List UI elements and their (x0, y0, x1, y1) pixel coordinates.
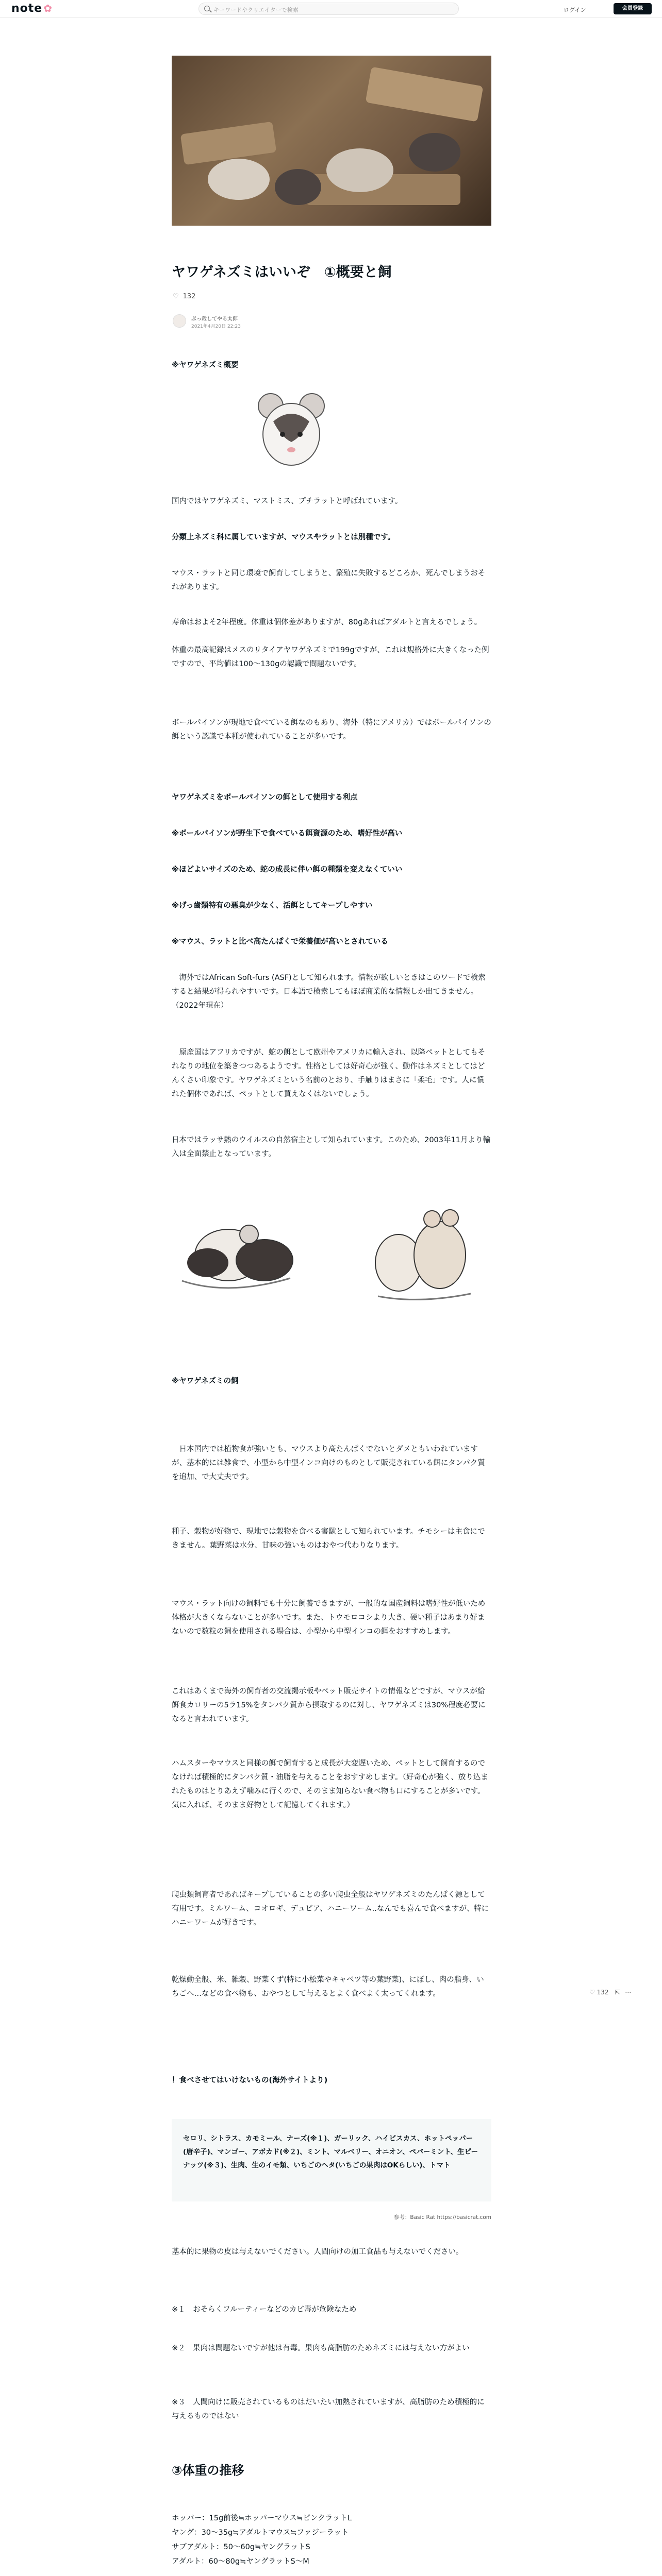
weight-line: アダルト：60〜80g≒ヤングラットS〜M (172, 2557, 309, 2566)
section-heading: ※ヤワゲネズミの飼 (172, 1377, 239, 1385)
paragraph: 分類上ネズミ科に属していますが、マウスやラットとは別種です。 (172, 533, 395, 541)
search-icon (204, 6, 210, 11)
paragraph: これはあくまで海外の飼育者の交流掲示板やペット販売サイトの情報などですが、マウスが給餌食カロリーの5ラ15%をタンパク質から摂取するのに対し、ヤワゲネズミは30%程度必要になると言われています。 (172, 1687, 486, 1723)
weight-line: サブアダルト：50〜60g≒ヤングラットS (172, 2543, 310, 2551)
site-header (0, 0, 662, 18)
paragraph: ※ほどよいサイズのため、蛇の成長に伴い餌の種類を変えなくていい (172, 866, 403, 874)
paragraph: 基本的に果物の皮は与えないでください。人間向けの加工食品も与えないでください。 (172, 2248, 464, 2256)
avatar[interactable] (173, 314, 186, 328)
quote-source[interactable]: 参考：Basic Rat https://basicrat.com (393, 2214, 491, 2221)
like-count[interactable]: ♡ 132 (173, 293, 196, 300)
paragraph: ※マウス、ラットと比べ高たんぱくで栄養価が高いとされている (172, 938, 388, 946)
paragraph: ヤワゲネズミをボールパイソンの餌として使用する利点 (172, 793, 358, 802)
paragraph: 日本国内では植物食が強いとも、マウスより高たんぱくでないとダメともいわれていますが、基本的には雑食で、小型から中型インコ向けのものとして販売されている餌にタンパク質を追加、で大丈夫です。 (172, 1445, 485, 1481)
section-heading: ③体重の推移 (172, 2463, 244, 2478)
paragraph: 原産国はアフリカですが、蛇の餌として欧州やアメリカに輸入され、以降ペットとしてもそれなりの地位を築きつつあるようです。性格としては好奇心が強く、動作はネズミとしてはどんくさい印象です。ヤワゲネズミという名前のとおり、手触りはまさに「柔毛」です。人に慣れた個体であれば、ペットとして買えなくはないでしょう。 (172, 1048, 486, 1098)
author-name[interactable]: ぷっ殺してやる太郎 (191, 316, 238, 322)
heart-icon[interactable]: ♡ (173, 293, 179, 300)
paragraph: ※１ おそらくフルーティーなどのカビ毒が危険なため (172, 2306, 357, 2314)
share-icon[interactable]: ⇱ (615, 1989, 620, 1996)
paragraph: マウス・ラットと同じ環境で飼育してしまうと、繁殖に失敗するどころか、死んでしまうおそれがあります。 (172, 569, 486, 591)
note-logo[interactable]: note ✿ (11, 2, 53, 15)
paragraph: マウス・ラット向けの飼料でも十分に飼養できますが、一般的な国産飼料は嗜好性が低いため体格が大きくならないことが多いです。また、トウモロコシより大き、硬い種子はあまり好まないので数粒の飼を使用される場合は、小型から中型インコの餌をおすすめします。 (172, 1600, 486, 1636)
paragraph: ※ボールパイソンが野生下で食べている餌資源のため、嗜好性が高い (172, 829, 403, 838)
flower-icon: ✿ (43, 2, 53, 14)
blockquote: セロリ、シトラス、カモミール、ナーズ(※１)、ガーリック、ハイビスカス、ホットペッパー(唐辛子)、マンゴー、アボカド(※２)、ミント、マルベリー、オニオン、ペパーミント、生ピーナッツ(※３)、生肉、生のイモ類、いちごのヘタ(いちごの果肉はOKらしい)、トマト (172, 2119, 491, 2201)
paragraph: 海外ではAfrican Soft-furs (ASF)として知られます。情報が欲しいときはこのワードで検索すると結果が得られやすいです。日本語で検索してもほぼ商業的な情報しか出てきません。（2022年現在） (172, 974, 486, 1010)
article-title: ヤワゲネズミはいいぞ ①概要と飼 (172, 264, 392, 280)
paragraph: ハムスターやマウスと同様の餌で飼育すると成長が大変遅いため、ペットとして飼育するのでなければ積極的にタンパク質・油脂を与えることをおすすめします。（好奇心が強く、放り込まれたものはとりあえず噛みに行くので、そのまま知らない食べ物も口にすることが多いです。気に入れば、そのまま好物として記憶してくれます。） (172, 1759, 488, 1809)
weight-line: ホッパー：15g前後≒ホッパーマウス≒ピンクラットL (172, 2514, 352, 2522)
paragraph: 国内ではヤワゲネズミ、マストミス、プチラットと呼ばれています。 (172, 497, 403, 505)
paragraph: 爬虫類飼育者であればキープしていることの多い爬虫全般はヤワゲネズミのたんぱく源として有用です。ミルワーム、コオロギ、デュビア、ハニーワーム..なんでも喜んで食べますが、特にハニーワームが好きです。 (172, 1891, 489, 1927)
paragraph: ボールパイソンが現地で食べている餌なのもあり、海外（特にアメリカ）ではボールパイソンの餌という認識で本種が使われていることが多いです。 (172, 719, 491, 741)
weight-line: ヤング：30〜35g≒アダルトマウス≒ファジーラット (172, 2529, 349, 2537)
paragraph: 日本ではラッサ熱のウイルスの自然宿主として知られています。このため、2003年11月より輸入は全面禁止となっています。 (172, 1136, 490, 1158)
floating-like[interactable]: ♡ 132 ⇱ ⋯ (589, 1989, 632, 1996)
heart-icon[interactable]: ♡ (589, 1989, 595, 1996)
paragraph: ※３ 人間向けに販売されているものはだいたい加熱されていますが、高脂肪のため積極的に与えるものではない (172, 2398, 485, 2420)
paragraph: ※げっ歯類特有の悪臭が少なく、活餌としてキープしやすい (172, 902, 373, 910)
mouse-illustration (253, 385, 330, 473)
paragraph: 体重の最高記録はメスのリタイアヤワゲネズミで199gですが、これは規格外に大きくなった例ですので、平均値は100〜130gの認識で問題ないです。 (172, 646, 489, 668)
mice-illustration (172, 1178, 491, 1327)
paragraph: ※２ 果肉は問題ないですが他は有毒。果肉も高脂肪のためネズミには与えない方がよい (172, 2344, 470, 2352)
more-icon[interactable]: ⋯ (625, 1989, 632, 1996)
post-date: 2021年4月20日 22:23 (191, 324, 241, 329)
hero-image (172, 56, 491, 226)
paragraph: 寿命はおよそ2年程度。体重は個体差がありますが、80gあればアダルトと言えるでしょう。 (172, 618, 482, 626)
paragraph: 乾燥動全般、米、雑穀、野菜くず(特に小松菜やキャベツ等の葉野菜)、にぼし、肉の脂身、いちごヘ…などの食べ物も、おやつとして与えるとよく食べよく太ってくれます。 (172, 1976, 484, 1998)
search-input[interactable]: キーワードやクリエイターで検索 (198, 3, 459, 15)
section-heading: ※ヤワゲネズミ概要 (172, 361, 239, 369)
paragraph: 種子、穀物が好物で、現地では穀物を食べる害獣として知られています。チモシーは主食にできません。葉野菜は水分、甘味の強いものはおやつ代わりなります。 (172, 1528, 485, 1550)
login-button[interactable]: ログイン (564, 7, 586, 13)
paragraph: ！食べさせてはいけないもの(海外サイトより) (172, 2076, 328, 2084)
signup-button[interactable]: 会員登録 (614, 3, 652, 14)
author-info[interactable] (173, 313, 379, 334)
